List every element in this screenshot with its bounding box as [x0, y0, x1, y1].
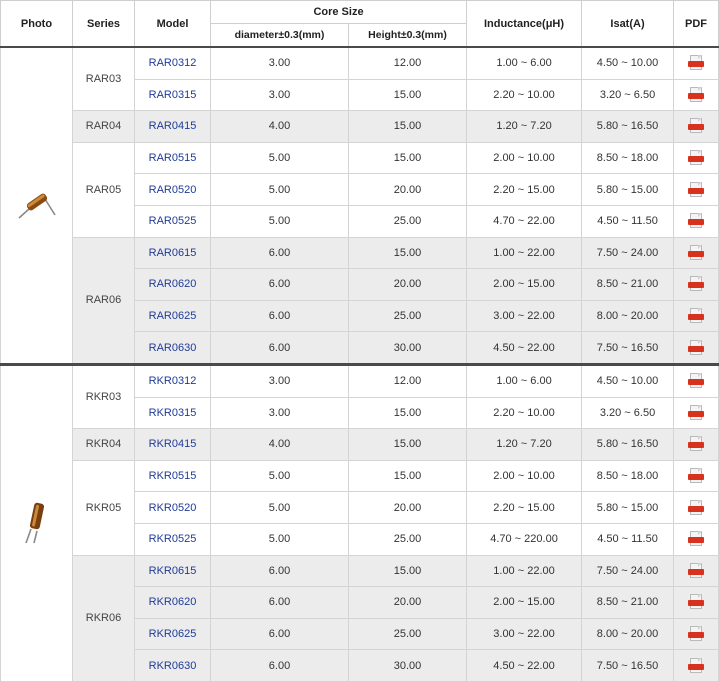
- height-cell: 25.00: [349, 523, 467, 555]
- diameter-cell: 6.00: [211, 300, 349, 332]
- table-row: [1, 364, 719, 397]
- radial-inductor-photo-icon: [22, 499, 52, 545]
- series-cell: RKR05: [73, 460, 135, 555]
- model-link[interactable]: RKR0315: [135, 397, 211, 429]
- model-link[interactable]: RAR0312: [135, 47, 211, 79]
- diameter-cell: 6.00: [211, 555, 349, 587]
- inductance-cell: 2.20 ~ 10.00: [467, 397, 582, 429]
- pdf-icon[interactable]: [688, 436, 704, 452]
- inductance-cell: 2.20 ~ 15.00: [467, 492, 582, 524]
- table-row: [1, 555, 719, 587]
- series-cell: RAR03: [73, 47, 135, 111]
- height-cell: 15.00: [349, 79, 467, 111]
- inductance-cell: 2.20 ~ 15.00: [467, 174, 582, 206]
- height-cell: 25.00: [349, 618, 467, 650]
- diameter-cell: 4.00: [211, 429, 349, 461]
- height-cell: 20.00: [349, 492, 467, 524]
- series-cell: RKR04: [73, 429, 135, 461]
- pdf-band: [688, 282, 704, 288]
- height-cell: 15.00: [349, 397, 467, 429]
- pdf-cell: [674, 492, 719, 524]
- model-link[interactable]: RAR0525: [135, 205, 211, 237]
- pdf-band: [688, 379, 704, 385]
- pdf-fold: [698, 340, 702, 344]
- pdf-fold: [698, 405, 702, 409]
- model-link[interactable]: RAR0515: [135, 142, 211, 174]
- inductance-cell: 4.70 ~ 220.00: [467, 523, 582, 555]
- pdf-icon[interactable]: [688, 55, 704, 71]
- isat-cell: 8.50 ~ 18.00: [582, 142, 674, 174]
- model-link[interactable]: RKR0625: [135, 618, 211, 650]
- pdf-icon[interactable]: [688, 468, 704, 484]
- pdf-icon[interactable]: [688, 340, 704, 356]
- pdf-band: [688, 600, 704, 606]
- group-rar: [1, 47, 719, 364]
- pdf-icon[interactable]: [688, 182, 704, 198]
- table-row: [1, 460, 719, 492]
- pdf-band: [688, 537, 704, 543]
- pdf-band: [688, 632, 704, 638]
- series-cell: RAR04: [73, 111, 135, 143]
- pdf-band: [688, 664, 704, 670]
- isat-cell: 7.50 ~ 24.00: [582, 237, 674, 269]
- inductance-cell: 1.00 ~ 22.00: [467, 237, 582, 269]
- pdf-icon[interactable]: [688, 405, 704, 421]
- pdf-band: [688, 506, 704, 512]
- diameter-cell: 6.00: [211, 332, 349, 365]
- pdf-icon[interactable]: [688, 373, 704, 389]
- pdf-icon[interactable]: [688, 245, 704, 261]
- isat-cell: 4.50 ~ 10.00: [582, 47, 674, 79]
- pdf-band: [688, 93, 704, 99]
- isat-cell: 8.00 ~ 20.00: [582, 618, 674, 650]
- height-cell: 15.00: [349, 555, 467, 587]
- pdf-band: [688, 314, 704, 320]
- pdf-band: [688, 61, 704, 67]
- inductance-cell: 4.50 ~ 22.00: [467, 650, 582, 682]
- pdf-band: [688, 251, 704, 257]
- group-rkr: [1, 364, 719, 681]
- pdf-band: [688, 346, 704, 352]
- pdf-band: [688, 442, 704, 448]
- header-isat: Isat(A): [582, 1, 674, 48]
- isat-cell: 8.50 ~ 21.00: [582, 269, 674, 301]
- header-core-size: Core Size: [211, 1, 467, 24]
- pdf-fold: [698, 87, 702, 91]
- header-model: Model: [135, 1, 211, 48]
- pdf-icon[interactable]: [688, 594, 704, 610]
- pdf-icon[interactable]: [688, 531, 704, 547]
- inductance-cell: 2.00 ~ 15.00: [467, 587, 582, 619]
- model-link[interactable]: RKR0620: [135, 587, 211, 619]
- pdf-fold: [698, 213, 702, 217]
- pdf-fold: [698, 500, 702, 504]
- pdf-fold: [698, 468, 702, 472]
- inductance-cell: 2.20 ~ 10.00: [467, 79, 582, 111]
- pdf-cell: [674, 618, 719, 650]
- pdf-fold: [698, 594, 702, 598]
- table-row: [1, 237, 719, 269]
- inductance-cell: 1.20 ~ 7.20: [467, 429, 582, 461]
- inductance-cell: 4.50 ~ 22.00: [467, 332, 582, 365]
- pdf-icon[interactable]: [688, 500, 704, 516]
- pdf-band: [688, 219, 704, 225]
- model-link[interactable]: RKR0515: [135, 460, 211, 492]
- pdf-fold: [698, 118, 702, 122]
- pdf-fold: [698, 531, 702, 535]
- pdf-cell: [674, 555, 719, 587]
- pdf-fold: [698, 182, 702, 186]
- diameter-cell: 5.00: [211, 523, 349, 555]
- pdf-band: [688, 124, 704, 130]
- header-height: Height±0.3(mm): [349, 24, 467, 48]
- height-cell: 20.00: [349, 174, 467, 206]
- isat-cell: 5.80 ~ 16.50: [582, 111, 674, 143]
- diameter-cell: 4.00: [211, 111, 349, 143]
- pdf-icon[interactable]: [688, 658, 704, 674]
- pdf-icon[interactable]: [688, 308, 704, 324]
- diameter-cell: 3.00: [211, 47, 349, 79]
- inductance-cell: 1.00 ~ 22.00: [467, 555, 582, 587]
- pdf-band: [688, 474, 704, 480]
- pdf-icon[interactable]: [688, 563, 704, 579]
- pdf-band: [688, 156, 704, 162]
- pdf-icon[interactable]: [688, 626, 704, 642]
- pdf-cell: [674, 332, 719, 365]
- pdf-fold: [698, 626, 702, 630]
- table-row: [1, 429, 719, 461]
- table-header: [1, 1, 719, 48]
- header-series: Series: [73, 1, 135, 48]
- pdf-cell: [674, 460, 719, 492]
- height-cell: 15.00: [349, 142, 467, 174]
- pdf-cell: [674, 364, 719, 397]
- pdf-fold: [698, 245, 702, 249]
- pdf-fold: [698, 55, 702, 59]
- inductance-cell: 2.00 ~ 10.00: [467, 142, 582, 174]
- diameter-cell: 6.00: [211, 269, 349, 301]
- pdf-fold: [698, 436, 702, 440]
- pdf-cell: [674, 587, 719, 619]
- pdf-cell: [674, 429, 719, 461]
- inductance-cell: 1.20 ~ 7.20: [467, 111, 582, 143]
- pdf-fold: [698, 373, 702, 377]
- model-link[interactable]: RKR0525: [135, 523, 211, 555]
- height-cell: 20.00: [349, 269, 467, 301]
- pdf-cell: [674, 111, 719, 143]
- header-pdf: PDF: [674, 1, 719, 48]
- isat-cell: 8.00 ~ 20.00: [582, 300, 674, 332]
- height-cell: 30.00: [349, 332, 467, 365]
- height-cell: 20.00: [349, 587, 467, 619]
- isat-cell: 8.50 ~ 21.00: [582, 587, 674, 619]
- height-cell: 25.00: [349, 300, 467, 332]
- model-link[interactable]: RAR0520: [135, 174, 211, 206]
- isat-cell: 7.50 ~ 24.00: [582, 555, 674, 587]
- pdf-cell: [674, 174, 719, 206]
- pdf-icon[interactable]: [688, 213, 704, 229]
- height-cell: 12.00: [349, 364, 467, 397]
- pdf-band: [688, 569, 704, 575]
- pdf-cell: [674, 205, 719, 237]
- table-row: [1, 47, 719, 79]
- inductance-cell: 3.00 ~ 22.00: [467, 618, 582, 650]
- model-link[interactable]: RAR0615: [135, 237, 211, 269]
- inductance-cell: 3.00 ~ 22.00: [467, 300, 582, 332]
- isat-cell: 3.20 ~ 6.50: [582, 397, 674, 429]
- model-link[interactable]: RAR0630: [135, 332, 211, 365]
- pdf-cell: [674, 523, 719, 555]
- isat-cell: 5.80 ~ 15.00: [582, 174, 674, 206]
- diameter-cell: 5.00: [211, 205, 349, 237]
- inductance-cell: 4.70 ~ 22.00: [467, 205, 582, 237]
- isat-cell: 4.50 ~ 10.00: [582, 364, 674, 397]
- model-link[interactable]: RKR0415: [135, 429, 211, 461]
- diameter-cell: 5.00: [211, 492, 349, 524]
- pdf-cell: [674, 79, 719, 111]
- height-cell: 15.00: [349, 460, 467, 492]
- pdf-icon[interactable]: [688, 118, 704, 134]
- diameter-cell: 3.00: [211, 79, 349, 111]
- series-cell: RKR06: [73, 555, 135, 681]
- model-link[interactable]: RAR0625: [135, 300, 211, 332]
- pdf-band: [688, 188, 704, 194]
- series-cell: RAR06: [73, 237, 135, 364]
- diameter-cell: 5.00: [211, 142, 349, 174]
- model-link[interactable]: RAR0315: [135, 79, 211, 111]
- header-diameter: diameter±0.3(mm): [211, 24, 349, 48]
- height-cell: 15.00: [349, 429, 467, 461]
- header-inductance: Inductance(μH): [467, 1, 582, 48]
- pdf-band: [688, 411, 704, 417]
- isat-cell: 3.20 ~ 6.50: [582, 79, 674, 111]
- inductance-cell: 1.00 ~ 6.00: [467, 364, 582, 397]
- pdf-fold: [698, 150, 702, 154]
- diameter-cell: 5.00: [211, 174, 349, 206]
- pdf-cell: [674, 237, 719, 269]
- height-cell: 12.00: [349, 47, 467, 79]
- axial-inductor-photo-icon: [15, 187, 59, 221]
- model-link[interactable]: RKR0520: [135, 492, 211, 524]
- height-cell: 25.00: [349, 205, 467, 237]
- table-row: [1, 111, 719, 143]
- product-photo-cell: [1, 47, 73, 364]
- isat-cell: 4.50 ~ 11.50: [582, 523, 674, 555]
- pdf-cell: [674, 142, 719, 174]
- height-cell: 30.00: [349, 650, 467, 682]
- height-cell: 15.00: [349, 111, 467, 143]
- model-link[interactable]: RKR0630: [135, 650, 211, 682]
- series-cell: RAR05: [73, 142, 135, 237]
- diameter-cell: 5.00: [211, 460, 349, 492]
- inductance-cell: 2.00 ~ 10.00: [467, 460, 582, 492]
- header-photo: Photo: [1, 1, 73, 48]
- diameter-cell: 6.00: [211, 237, 349, 269]
- pdf-fold: [698, 658, 702, 662]
- pdf-cell: [674, 300, 719, 332]
- inductance-cell: 1.00 ~ 6.00: [467, 47, 582, 79]
- diameter-cell: 6.00: [211, 618, 349, 650]
- series-cell: RKR03: [73, 364, 135, 428]
- isat-cell: 5.80 ~ 15.00: [582, 492, 674, 524]
- diameter-cell: 6.00: [211, 587, 349, 619]
- pdf-icon[interactable]: [688, 150, 704, 166]
- isat-cell: 7.50 ~ 16.50: [582, 650, 674, 682]
- pdf-icon[interactable]: [688, 87, 704, 103]
- isat-cell: 4.50 ~ 11.50: [582, 205, 674, 237]
- pdf-fold: [698, 563, 702, 567]
- isat-cell: 8.50 ~ 18.00: [582, 460, 674, 492]
- pdf-fold: [698, 308, 702, 312]
- diameter-cell: 6.00: [211, 650, 349, 682]
- product-photo-cell: [1, 364, 73, 681]
- diameter-cell: 3.00: [211, 397, 349, 429]
- pdf-icon[interactable]: [688, 276, 704, 292]
- pdf-fold: [698, 276, 702, 280]
- isat-cell: 5.80 ~ 16.50: [582, 429, 674, 461]
- table-row: [1, 142, 719, 174]
- diameter-cell: 3.00: [211, 364, 349, 397]
- inductance-cell: 2.00 ~ 15.00: [467, 269, 582, 301]
- model-link[interactable]: RKR0312: [135, 364, 211, 397]
- pdf-cell: [674, 269, 719, 301]
- height-cell: 15.00: [349, 237, 467, 269]
- pdf-cell: [674, 650, 719, 682]
- pdf-cell: [674, 47, 719, 79]
- pdf-cell: [674, 397, 719, 429]
- model-link[interactable]: RAR0620: [135, 269, 211, 301]
- model-link[interactable]: RKR0615: [135, 555, 211, 587]
- model-link[interactable]: RAR0415: [135, 111, 211, 143]
- isat-cell: 7.50 ~ 16.50: [582, 332, 674, 365]
